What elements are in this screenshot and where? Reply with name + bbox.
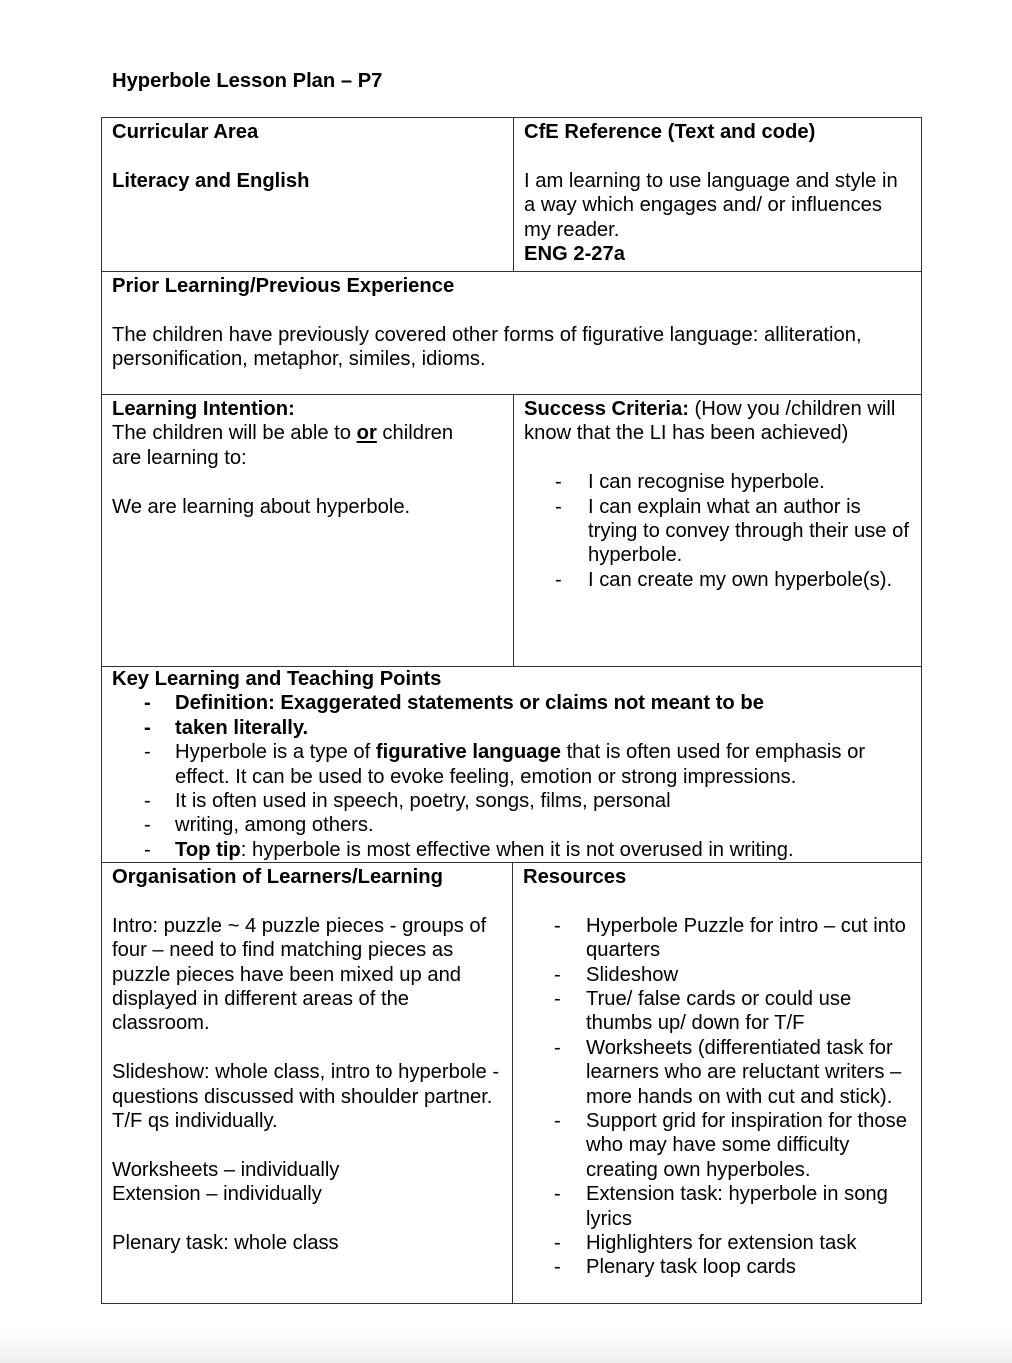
learning-intention-or: or (356, 422, 377, 445)
key-point-tip-text: : hyperbole is most effective when it is not overused in writing. (240, 838, 794, 861)
prior-learning-text: The children have previously covered other forms of figurative language: alliteration, personification, metaphor, similes, idioms. (112, 323, 862, 371)
resources-list (523, 914, 913, 1280)
key-point-figurative-bold: figurative language (375, 741, 561, 764)
resource-item: - True/ false cards or could use thumbs up/ down for T/F (523, 987, 913, 1036)
resource-item: - Plenary task loop cards (523, 1255, 913, 1279)
curricular-area-heading: Curricular Area (112, 121, 259, 143)
curricular-area-cell (101, 117, 514, 272)
success-criteria-cell (513, 394, 922, 667)
organisation-heading: Organisation of Learners/Learning (112, 866, 443, 888)
key-points-heading: Key Learning and Teaching Points (112, 668, 442, 690)
success-criteria-intro (524, 397, 913, 446)
success-criteria-heading: Success Criteria: (524, 398, 689, 420)
learning-intention-statement: We are learning about hyperbole. (112, 495, 411, 518)
prior-learning-cell (101, 271, 922, 395)
curricular-area-value: Literacy and English (112, 169, 310, 192)
organisation-slideshow: Slideshow: whole class, intro to hyperbole - questions discussed with shoulder partner. T/F qs individually. (112, 1061, 500, 1133)
key-points-cell (101, 666, 922, 863)
key-point-usage-cont: - writing, among others. (112, 813, 909, 837)
resource-item: - Worksheets (differentiated task for learners who are reluctant writers – more hands on with cut and stick). (523, 1036, 913, 1109)
success-criteria-subheading: (How you /children will know that the LI has been achieved) (524, 398, 896, 445)
organisation-worksheets: Worksheets – individually (112, 1158, 340, 1181)
resources-cell (512, 862, 922, 1304)
cfe-reference-code: ENG 2-27a (524, 243, 625, 266)
learning-intention-cell (101, 394, 514, 667)
key-point-figurative-start: Hyperbole is a type of (175, 741, 376, 764)
organisation-extension: Extension – individually (112, 1183, 322, 1206)
success-criteria-item: - I can explain what an author is trying to convey through their use of hyperbole. (524, 495, 913, 568)
key-point-definition-cont: - taken literally. (112, 716, 909, 740)
resource-item: - Extension task: hyperbole in song lyrics (523, 1182, 913, 1231)
success-criteria-item: - I can recognise hyperbole. (524, 470, 913, 494)
organisation-plenary: Plenary task: whole class (112, 1232, 339, 1255)
organisation-cell (101, 862, 513, 1304)
cfe-reference-text: I am learning to use language and style in a way which engages and/ or influences my reader. (524, 169, 898, 241)
document-title: Hyperbole Lesson Plan – P7 (112, 70, 383, 92)
key-point-figurative (112, 740, 909, 789)
learning-intention-text (112, 421, 483, 470)
cfe-reference-heading: CfE Reference (Text and code) (524, 121, 816, 143)
key-point-usage: - It is often used in speech, poetry, songs, films, personal (112, 789, 909, 813)
resource-item: - Highlighters for extension task (523, 1231, 913, 1255)
key-point-figurative-end: that is often used for emphasis or effect. It can be used to evoke feeling, emotion or strong impressions. (175, 741, 866, 788)
resource-item: - Slideshow (523, 963, 913, 987)
learning-intention-text-end: children are learning to: (112, 422, 454, 469)
resources-heading: Resources (523, 866, 627, 888)
key-point-definition: - Definition: Exaggerated statements or claims not meant to be (112, 691, 909, 715)
page-edge (0, 1330, 1012, 1363)
cfe-reference-cell (513, 117, 922, 272)
prior-learning-heading: Prior Learning/Previous Experience (112, 275, 455, 297)
resource-item: - Support grid for inspiration for those who may have some difficulty creating own hyperboles. (523, 1109, 913, 1182)
success-criteria-list (524, 470, 913, 592)
learning-intention-heading: Learning Intention: (112, 398, 295, 420)
success-criteria-item: - I can create my own hyperbole(s). (524, 568, 913, 592)
resource-item: - Hyperbole Puzzle for intro – cut into quarters (523, 914, 913, 963)
key-point-tip (112, 838, 909, 862)
key-point-tip-label: Top tip (175, 838, 241, 861)
organisation-intro: Intro: puzzle ~ 4 puzzle pieces - groups of four – need to find matching pieces as puzzle pieces have been mixed up and displayed in different areas of the classroom. (112, 914, 487, 1035)
key-points-list (112, 691, 909, 862)
learning-intention-text-start: The children will be able to (112, 422, 357, 445)
